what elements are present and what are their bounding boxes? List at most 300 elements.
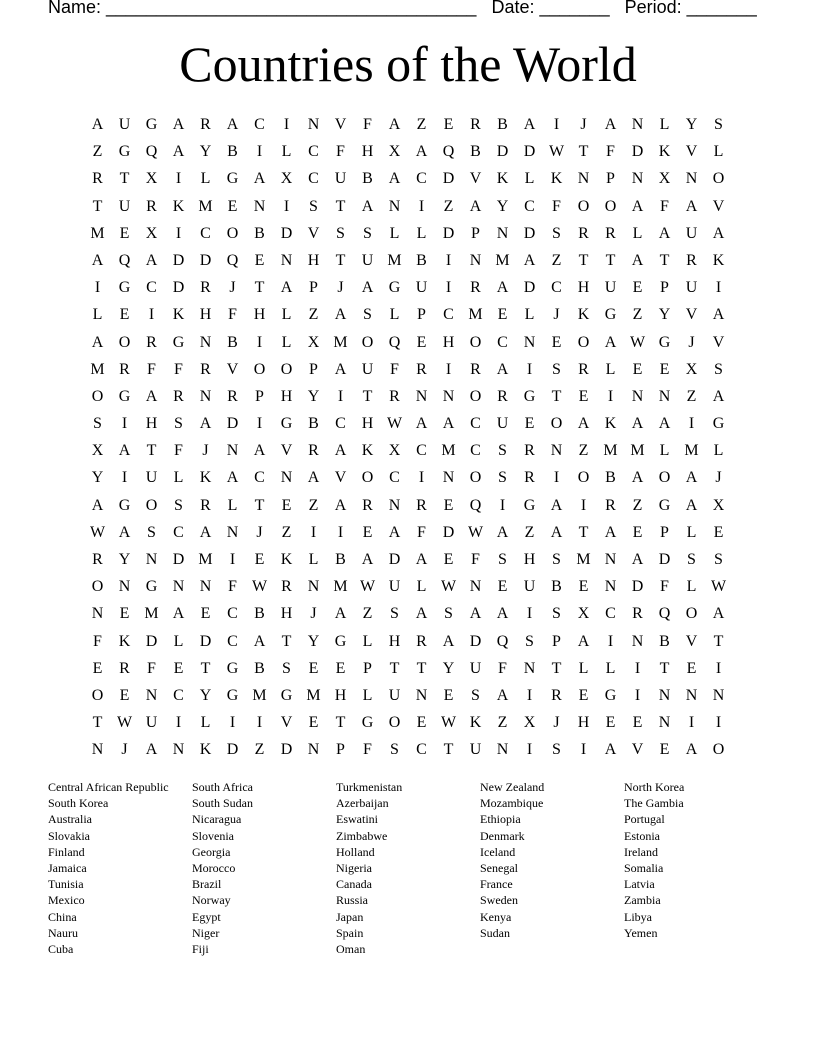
grid-letter[interactable]: T <box>92 197 103 215</box>
grid-letter[interactable]: A <box>496 686 509 704</box>
grid-letter[interactable]: E <box>416 333 427 351</box>
grid-letter[interactable]: T <box>713 632 724 650</box>
grid-letter[interactable]: S <box>552 605 561 623</box>
grid-letter[interactable]: A <box>361 279 374 297</box>
grid-letter[interactable]: N <box>631 116 644 133</box>
grid-letter[interactable]: E <box>551 333 562 351</box>
grid-letter[interactable]: G <box>172 333 185 351</box>
grid-letter[interactable]: N <box>523 659 536 677</box>
grid-letter[interactable]: E <box>119 306 130 324</box>
grid-letter[interactable]: M <box>468 306 483 324</box>
grid-letter[interactable]: R <box>470 360 481 378</box>
grid-letter[interactable]: V <box>685 306 698 324</box>
grid-letter[interactable]: F <box>552 197 561 215</box>
grid-letter[interactable]: D <box>442 224 455 242</box>
grid-letter[interactable]: L <box>686 523 697 541</box>
grid-letter[interactable]: C <box>146 279 157 297</box>
grid-letter[interactable]: L <box>578 659 589 677</box>
grid-letter[interactable]: I <box>526 360 533 378</box>
grid-letter[interactable]: I <box>526 605 533 623</box>
grid-letter[interactable]: I <box>256 333 263 351</box>
grid-letter[interactable]: V <box>307 224 320 242</box>
grid-letter[interactable]: I <box>688 415 695 433</box>
grid-letter[interactable]: X <box>523 714 536 732</box>
grid-letter[interactable]: T <box>119 170 130 188</box>
grid-letter[interactable]: P <box>255 387 264 405</box>
grid-letter[interactable]: W <box>710 578 727 596</box>
grid-letter[interactable]: L <box>308 551 319 568</box>
grid-letter[interactable]: K <box>361 442 374 460</box>
grid-letter[interactable]: A <box>685 469 698 487</box>
grid-letter[interactable]: E <box>200 605 211 623</box>
grid-letter[interactable]: U <box>388 686 401 704</box>
grid-letter[interactable]: A <box>496 523 509 541</box>
grid-letter[interactable]: X <box>145 170 158 188</box>
grid-letter[interactable]: G <box>388 279 401 297</box>
grid-letter[interactable]: C <box>389 469 400 487</box>
grid-letter[interactable]: A <box>361 551 374 568</box>
grid-letter[interactable]: T <box>281 632 292 650</box>
grid-letter[interactable]: N <box>523 333 536 351</box>
grid-letter[interactable]: K <box>712 251 725 269</box>
grid-letter[interactable]: Y <box>307 632 320 650</box>
grid-letter[interactable]: I <box>715 279 722 297</box>
grid-letter[interactable]: S <box>714 116 723 133</box>
grid-letter[interactable]: I <box>175 224 182 242</box>
grid-letter[interactable]: K <box>172 306 185 324</box>
grid-letter[interactable]: E <box>632 714 643 732</box>
grid-letter[interactable]: A <box>388 116 401 133</box>
grid-letter[interactable]: A <box>172 116 185 133</box>
grid-letter[interactable]: P <box>363 659 372 677</box>
grid-letter[interactable]: D <box>226 415 239 433</box>
grid-letter[interactable]: L <box>92 306 103 324</box>
grid-letter[interactable]: J <box>580 116 587 133</box>
grid-letter[interactable]: Z <box>632 496 643 514</box>
grid-letter[interactable]: A <box>253 442 266 460</box>
grid-letter[interactable]: O <box>469 333 482 351</box>
grid-letter[interactable]: O <box>712 170 725 188</box>
grid-letter[interactable]: A <box>91 496 104 514</box>
grid-letter[interactable]: B <box>254 659 265 677</box>
grid-letter[interactable]: N <box>145 551 158 568</box>
grid-letter[interactable]: A <box>712 306 725 324</box>
grid-letter[interactable]: A <box>415 551 428 568</box>
period-blank[interactable]: _______ <box>686 0 757 17</box>
grid-letter[interactable]: S <box>498 551 507 568</box>
grid-letter[interactable]: X <box>91 442 104 460</box>
grid-letter[interactable]: M <box>144 605 159 623</box>
grid-letter[interactable]: E <box>713 523 724 541</box>
grid-letter[interactable]: N <box>577 170 590 188</box>
grid-letter[interactable]: P <box>660 279 669 297</box>
grid-letter[interactable]: Z <box>308 496 319 514</box>
grid-letter[interactable]: R <box>524 442 535 460</box>
grid-letter[interactable]: A <box>631 251 644 269</box>
grid-letter[interactable]: Q <box>226 251 239 269</box>
grid-letter[interactable]: R <box>281 578 292 596</box>
grid-letter[interactable]: P <box>336 741 345 759</box>
grid-letter[interactable]: N <box>388 496 401 514</box>
grid-letter[interactable]: M <box>576 551 591 568</box>
grid-letter[interactable]: I <box>499 496 506 514</box>
grid-letter[interactable]: L <box>524 306 535 324</box>
grid-letter[interactable]: J <box>553 714 560 732</box>
grid-letter[interactable]: N <box>172 741 185 759</box>
grid-letter[interactable]: A <box>334 306 347 324</box>
grid-letter[interactable]: F <box>390 360 399 378</box>
grid-letter[interactable]: A <box>253 170 266 188</box>
grid-letter[interactable]: C <box>173 686 184 704</box>
grid-letter[interactable]: U <box>469 741 482 759</box>
grid-letter[interactable]: O <box>388 714 401 732</box>
grid-letter[interactable]: U <box>361 251 374 269</box>
grid-letter[interactable]: Z <box>497 714 508 732</box>
grid-letter[interactable]: F <box>93 632 102 650</box>
grid-letter[interactable]: O <box>469 387 482 405</box>
grid-letter[interactable]: R <box>632 605 643 623</box>
grid-letter[interactable]: Z <box>551 251 562 269</box>
grid-letter[interactable]: T <box>578 251 589 269</box>
grid-letter[interactable]: A <box>496 360 509 378</box>
grid-letter[interactable]: Y <box>118 551 131 568</box>
grid-letter[interactable]: O <box>91 578 104 596</box>
grid-letter[interactable]: A <box>604 333 617 351</box>
grid-letter[interactable]: U <box>388 578 401 596</box>
grid-letter[interactable]: I <box>526 686 533 704</box>
grid-letter[interactable]: C <box>470 442 481 460</box>
grid-letter[interactable]: I <box>337 387 344 405</box>
grid-letter[interactable]: R <box>416 496 427 514</box>
grid-letter[interactable]: S <box>309 197 318 215</box>
grid-letter[interactable]: I <box>337 523 344 541</box>
grid-letter[interactable]: A <box>658 224 671 242</box>
grid-letter[interactable]: I <box>445 360 452 378</box>
grid-letter[interactable]: T <box>92 714 103 732</box>
name-blank[interactable]: _____________________________________ <box>106 0 477 17</box>
grid-letter[interactable]: Z <box>443 197 454 215</box>
grid-letter[interactable]: R <box>146 197 157 215</box>
grid-letter[interactable]: R <box>416 360 427 378</box>
grid-letter[interactable]: L <box>659 442 670 460</box>
grid-letter[interactable]: G <box>604 686 617 704</box>
grid-letter[interactable]: G <box>118 279 131 297</box>
grid-letter[interactable]: W <box>116 714 133 732</box>
grid-letter[interactable]: N <box>631 632 644 650</box>
grid-letter[interactable]: V <box>226 360 239 378</box>
grid-letter[interactable]: A <box>118 442 131 460</box>
grid-letter[interactable]: S <box>552 224 561 242</box>
grid-letter[interactable]: M <box>198 197 213 215</box>
grid-letter[interactable]: A <box>604 523 617 541</box>
grid-letter[interactable]: H <box>388 632 401 650</box>
grid-letter[interactable]: F <box>147 360 156 378</box>
grid-letter[interactable]: L <box>200 714 211 732</box>
grid-letter[interactable]: I <box>715 714 722 732</box>
grid-letter[interactable]: Q <box>145 143 158 161</box>
grid-letter[interactable]: R <box>578 360 589 378</box>
grid-letter[interactable]: D <box>280 224 293 242</box>
grid-letter[interactable]: A <box>199 523 212 541</box>
grid-letter[interactable]: G <box>658 333 671 351</box>
grid-letter[interactable]: I <box>634 659 641 677</box>
grid-letter[interactable]: N <box>442 387 455 405</box>
grid-letter[interactable]: D <box>442 170 455 188</box>
grid-letter[interactable]: Q <box>388 333 401 351</box>
grid-letter[interactable]: R <box>146 333 157 351</box>
grid-letter[interactable]: R <box>524 469 535 487</box>
grid-letter[interactable]: T <box>578 523 589 541</box>
grid-letter[interactable]: M <box>252 686 267 704</box>
grid-letter[interactable]: F <box>363 116 372 133</box>
grid-letter[interactable]: C <box>173 523 184 541</box>
grid-letter[interactable]: C <box>227 632 238 650</box>
grid-letter[interactable]: V <box>280 442 293 460</box>
grid-letter[interactable]: D <box>199 632 212 650</box>
grid-letter[interactable]: G <box>523 496 536 514</box>
grid-letter[interactable]: K <box>280 551 293 568</box>
grid-letter[interactable]: L <box>389 224 400 242</box>
grid-letter[interactable]: E <box>443 116 454 133</box>
grid-letter[interactable]: S <box>498 442 507 460</box>
grid-letter[interactable]: A <box>631 415 644 433</box>
grid-letter[interactable]: D <box>631 578 644 596</box>
grid-letter[interactable]: U <box>523 578 536 596</box>
grid-letter[interactable]: R <box>173 387 184 405</box>
grid-letter[interactable]: R <box>227 387 238 405</box>
grid-letter[interactable]: Z <box>686 387 697 405</box>
grid-letter[interactable]: O <box>577 197 590 215</box>
grid-letter[interactable]: S <box>552 551 561 568</box>
grid-letter[interactable]: F <box>174 360 183 378</box>
grid-letter[interactable]: D <box>172 551 185 568</box>
grid-letter[interactable]: N <box>280 251 293 269</box>
grid-letter[interactable]: O <box>118 333 131 351</box>
grid-letter[interactable]: U <box>685 224 698 242</box>
grid-letter[interactable]: J <box>121 741 128 759</box>
grid-letter[interactable]: R <box>200 496 211 514</box>
grid-letter[interactable]: N <box>712 686 725 704</box>
grid-letter[interactable]: K <box>199 741 212 759</box>
grid-letter[interactable]: F <box>363 741 372 759</box>
grid-letter[interactable]: B <box>227 333 238 351</box>
grid-letter[interactable]: N <box>685 686 698 704</box>
grid-letter[interactable]: R <box>200 116 211 133</box>
grid-letter[interactable]: T <box>200 659 211 677</box>
grid-letter[interactable]: I <box>553 116 560 133</box>
grid-letter[interactable]: H <box>280 387 293 405</box>
grid-letter[interactable]: A <box>685 496 698 514</box>
grid-letter[interactable]: G <box>361 714 374 732</box>
grid-letter[interactable]: E <box>443 551 454 568</box>
grid-letter[interactable]: L <box>605 360 616 378</box>
grid-letter[interactable]: S <box>714 551 723 568</box>
grid-letter[interactable]: H <box>523 551 536 568</box>
grid-letter[interactable]: Q <box>442 143 455 161</box>
grid-letter[interactable]: M <box>441 442 456 460</box>
grid-letter[interactable]: L <box>362 632 373 650</box>
grid-letter[interactable]: W <box>440 578 457 596</box>
grid-letter[interactable]: A <box>631 551 644 568</box>
grid-letter[interactable]: O <box>577 333 590 351</box>
grid-letter[interactable]: A <box>550 523 563 541</box>
grid-letter[interactable]: A <box>307 469 320 487</box>
grid-letter[interactable]: N <box>172 578 185 596</box>
grid-letter[interactable]: U <box>415 279 428 297</box>
grid-letter[interactable]: K <box>199 469 212 487</box>
grid-letter[interactable]: B <box>416 251 427 269</box>
grid-letter[interactable]: L <box>713 442 724 460</box>
grid-letter[interactable]: X <box>685 360 698 378</box>
grid-letter[interactable]: Z <box>632 306 643 324</box>
grid-letter[interactable]: T <box>551 387 562 405</box>
grid-letter[interactable]: B <box>362 170 373 188</box>
grid-letter[interactable]: N <box>280 469 293 487</box>
grid-letter[interactable]: V <box>334 469 347 487</box>
grid-letter[interactable]: T <box>443 741 454 759</box>
grid-letter[interactable]: A <box>685 741 698 759</box>
grid-letter[interactable]: M <box>333 333 348 351</box>
grid-letter[interactable]: J <box>337 279 344 297</box>
grid-letter[interactable]: I <box>688 714 695 732</box>
grid-letter[interactable]: G <box>604 306 617 324</box>
grid-letter[interactable]: I <box>634 686 641 704</box>
grid-letter[interactable]: C <box>470 415 481 433</box>
grid-letter[interactable]: E <box>281 496 292 514</box>
grid-letter[interactable]: P <box>606 170 615 188</box>
grid-letter[interactable]: R <box>308 442 319 460</box>
grid-letter[interactable]: G <box>145 116 158 133</box>
grid-letter[interactable]: N <box>307 578 320 596</box>
grid-letter[interactable]: V <box>469 170 482 188</box>
grid-letter[interactable]: N <box>253 197 266 215</box>
grid-letter[interactable]: T <box>551 659 562 677</box>
grid-letter[interactable]: E <box>362 523 373 541</box>
grid-letter[interactable]: A <box>577 632 590 650</box>
grid-letter[interactable]: O <box>712 741 725 759</box>
grid-letter[interactable]: H <box>334 686 347 704</box>
grid-letter[interactable]: V <box>685 632 698 650</box>
grid-letter[interactable]: H <box>253 306 266 324</box>
grid-letter[interactable]: M <box>684 442 699 460</box>
grid-letter[interactable]: I <box>445 279 452 297</box>
grid-letter[interactable]: K <box>658 143 671 161</box>
grid-letter[interactable]: T <box>335 197 346 215</box>
grid-letter[interactable]: Z <box>524 523 535 541</box>
grid-letter[interactable]: I <box>256 714 263 732</box>
grid-letter[interactable]: A <box>388 170 401 188</box>
grid-letter[interactable]: K <box>577 306 590 324</box>
grid-letter[interactable]: F <box>174 442 183 460</box>
grid-letter[interactable]: E <box>119 686 130 704</box>
grid-letter[interactable]: H <box>145 415 158 433</box>
grid-letter[interactable]: N <box>118 578 131 596</box>
grid-letter[interactable]: J <box>715 469 722 487</box>
grid-letter[interactable]: I <box>715 659 722 677</box>
grid-letter[interactable]: D <box>145 632 158 650</box>
grid-letter[interactable]: C <box>497 333 508 351</box>
grid-letter[interactable]: N <box>604 551 617 568</box>
grid-letter[interactable]: N <box>91 741 104 759</box>
grid-letter[interactable]: S <box>714 360 723 378</box>
grid-letter[interactable]: I <box>121 415 128 433</box>
grid-letter[interactable]: I <box>283 197 290 215</box>
grid-letter[interactable]: A <box>280 279 293 297</box>
grid-letter[interactable]: M <box>495 251 510 269</box>
grid-letter[interactable]: N <box>415 686 428 704</box>
grid-letter[interactable]: F <box>417 523 426 541</box>
grid-letter[interactable]: O <box>550 415 563 433</box>
grid-letter[interactable]: L <box>173 632 184 650</box>
grid-letter[interactable]: F <box>471 551 480 568</box>
grid-letter[interactable]: A <box>631 197 644 215</box>
grid-letter[interactable]: F <box>606 143 615 161</box>
grid-letter[interactable]: B <box>551 578 562 596</box>
grid-letter[interactable]: K <box>118 632 131 650</box>
grid-letter[interactable]: A <box>712 224 725 242</box>
grid-letter[interactable]: B <box>308 415 319 433</box>
grid-letter[interactable]: A <box>199 415 212 433</box>
grid-letter[interactable]: N <box>226 442 239 460</box>
grid-letter[interactable]: D <box>442 523 455 541</box>
grid-letter[interactable]: O <box>469 469 482 487</box>
grid-letter[interactable]: U <box>361 360 374 378</box>
grid-letter[interactable]: A <box>577 415 590 433</box>
grid-letter[interactable]: N <box>307 116 320 133</box>
grid-letter[interactable]: F <box>228 306 237 324</box>
grid-letter[interactable]: I <box>445 251 452 269</box>
grid-letter[interactable]: E <box>335 659 346 677</box>
grid-letter[interactable]: C <box>416 741 427 759</box>
grid-letter[interactable]: N <box>199 578 212 596</box>
grid-letter[interactable]: T <box>389 659 400 677</box>
grid-letter[interactable]: C <box>227 605 238 623</box>
grid-letter[interactable]: R <box>92 170 103 188</box>
grid-letter[interactable]: G <box>145 578 158 596</box>
grid-letter[interactable]: X <box>577 605 590 623</box>
grid-letter[interactable]: L <box>281 143 292 161</box>
grid-letter[interactable]: D <box>280 741 293 759</box>
grid-letter[interactable]: O <box>685 605 698 623</box>
grid-letter[interactable]: L <box>416 578 427 596</box>
grid-letter[interactable]: V <box>631 741 644 759</box>
grid-letter[interactable]: U <box>496 415 509 433</box>
grid-letter[interactable]: M <box>198 551 213 568</box>
grid-letter[interactable]: C <box>308 170 319 188</box>
grid-letter[interactable]: R <box>578 224 589 242</box>
grid-letter[interactable]: H <box>307 251 320 269</box>
grid-letter[interactable]: O <box>361 469 374 487</box>
grid-letter[interactable]: T <box>146 442 157 460</box>
grid-letter[interactable]: H <box>442 333 455 351</box>
grid-letter[interactable]: C <box>308 143 319 161</box>
grid-letter[interactable]: C <box>443 306 454 324</box>
grid-letter[interactable]: A <box>469 605 482 623</box>
grid-letter[interactable]: A <box>712 387 725 405</box>
grid-letter[interactable]: E <box>227 197 238 215</box>
grid-letter[interactable]: U <box>145 469 158 487</box>
grid-letter[interactable]: L <box>659 116 670 133</box>
grid-letter[interactable]: X <box>145 224 158 242</box>
grid-letter[interactable]: Z <box>362 605 373 623</box>
grid-letter[interactable]: A <box>415 415 428 433</box>
grid-letter[interactable]: A <box>604 741 617 759</box>
grid-letter[interactable]: A <box>226 116 239 133</box>
grid-letter[interactable]: O <box>145 496 158 514</box>
grid-letter[interactable]: I <box>175 170 182 188</box>
grid-letter[interactable]: E <box>443 496 454 514</box>
grid-letter[interactable]: K <box>496 170 509 188</box>
